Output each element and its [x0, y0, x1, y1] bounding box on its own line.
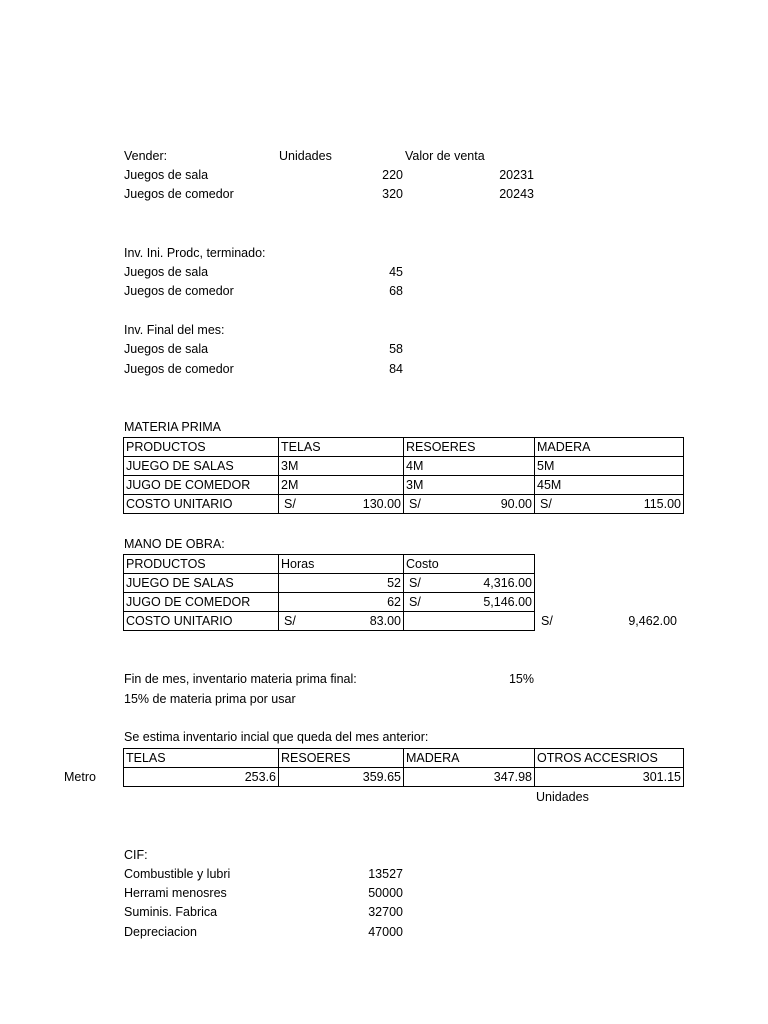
- header-cell: RESOERES: [279, 749, 404, 768]
- cif-row-label: Depreciacion: [124, 925, 197, 939]
- table-header-row: [124, 749, 684, 768]
- ventas-row-units: 220: [382, 168, 403, 182]
- currency-symbol: S/: [284, 497, 296, 511]
- inv-anterior-title: Se estima inventario incial que queda del mes anterior:: [124, 730, 429, 744]
- table-row: [124, 574, 535, 593]
- cost-value: 90.00: [500, 497, 532, 511]
- cif-row-label: Combustible y lubri: [124, 867, 231, 881]
- cif-row-value: 13527: [368, 867, 403, 881]
- table-cell: 3M: [404, 476, 535, 495]
- inv-inicial-row-label: Juegos de comedor: [124, 284, 234, 298]
- table-cell: JUGO DE COMEDOR: [124, 593, 279, 612]
- fin-mes-label: Fin de mes, inventario materia prima final:: [124, 672, 357, 686]
- table-header-row: [124, 438, 684, 457]
- costo-unitario-label: COSTO UNITARIO: [124, 612, 279, 631]
- ventas-row-value: 20243: [499, 187, 534, 201]
- header-cell: TELAS: [124, 749, 279, 768]
- mano-obra-total-currency: S/: [541, 614, 553, 628]
- cif-title: CIF:: [124, 848, 148, 862]
- cif-row-value: 32700: [368, 905, 403, 919]
- table-row-costo: [124, 612, 535, 631]
- ventas-header-label: Vender:: [124, 149, 168, 163]
- cif-row-label: Herrami menosres: [124, 886, 227, 900]
- table-cell: [535, 495, 684, 514]
- header-cell: PRODUCTOS: [124, 438, 279, 457]
- ventas-row-label: Juegos de sala: [124, 168, 209, 182]
- header-cell: Costo: [404, 555, 535, 574]
- header-cell: MADERA: [535, 438, 684, 457]
- header-cell: Horas: [279, 555, 404, 574]
- inv-anterior-row-label: Metro: [64, 770, 96, 784]
- fin-mes-percent: 15%: [508, 672, 534, 686]
- table-cell: 359.65: [279, 768, 404, 787]
- currency-symbol: S/: [540, 497, 552, 511]
- table-cell: 2M: [279, 476, 404, 495]
- inv-final-row-label: Juegos de sala: [124, 342, 209, 356]
- table-cell: [279, 495, 404, 514]
- ventas-row-units: 320: [382, 187, 403, 201]
- fin-mes-note: 15% de materia prima por usar: [124, 692, 296, 706]
- table-cell: 301.15: [535, 768, 684, 787]
- inv-inicial-title: Inv. Ini. Prodc, terminado:: [124, 246, 266, 260]
- inv-inicial-row-label: Juegos de sala: [124, 265, 209, 279]
- cost-value: 4,316.00: [483, 576, 532, 590]
- materia-prima-table: [123, 437, 684, 514]
- header-cell: MADERA: [404, 749, 535, 768]
- cif-row-label: Suminis. Fabrica: [124, 905, 218, 919]
- inv-inicial-row-value: 68: [389, 284, 403, 298]
- mano-obra-title: MANO DE OBRA:: [124, 537, 225, 551]
- inv-final-title: Inv. Final del mes:: [124, 323, 225, 337]
- table-cell: JUGO DE COMEDOR: [124, 476, 279, 495]
- table-row: [124, 457, 684, 476]
- table-cell: JUEGO DE SALAS: [124, 574, 279, 593]
- cost-value: 130.00: [362, 497, 401, 511]
- hours-cell: 62: [279, 593, 404, 612]
- currency-symbol: S/: [409, 576, 421, 590]
- currency-symbol: S/: [284, 614, 296, 628]
- table-cell: [404, 593, 535, 612]
- table-cell: 253.6: [124, 768, 279, 787]
- currency-symbol: S/: [409, 497, 421, 511]
- header-cell: OTROS ACCESRIOS: [535, 749, 684, 768]
- cost-value: 115.00: [643, 497, 681, 511]
- header-cell: PRODUCTOS: [124, 555, 279, 574]
- mano-obra-table: [123, 554, 535, 631]
- ventas-row-label: Juegos de comedor: [124, 187, 234, 201]
- table-cell: 347.98: [404, 768, 535, 787]
- header-cell: RESOERES: [404, 438, 535, 457]
- table-cell: 4M: [404, 457, 535, 476]
- inv-final-row-label: Juegos de comedor: [124, 362, 234, 376]
- table-row: [124, 476, 684, 495]
- table-cell-empty: [404, 612, 535, 631]
- inv-final-row-value: 58: [389, 342, 403, 356]
- materia-prima-title: MATERIA PRIMA: [124, 420, 222, 434]
- table-row: [124, 593, 535, 612]
- cost-value: 83.00: [369, 614, 401, 628]
- mano-obra-total: 9,462.00: [628, 614, 677, 628]
- ventas-row-value: 20231: [499, 168, 534, 182]
- table-cell: 3M: [279, 457, 404, 476]
- cif-row-value: 47000: [368, 925, 403, 939]
- table-cell: [279, 612, 404, 631]
- inv-final-row-value: 84: [389, 362, 403, 376]
- ventas-header-value: Valor de venta: [405, 149, 485, 163]
- cif-row-value: 50000: [368, 886, 403, 900]
- currency-symbol: S/: [409, 595, 421, 609]
- table-cell: JUEGO DE SALAS: [124, 457, 279, 476]
- costo-unitario-label: COSTO UNITARIO: [124, 495, 279, 514]
- cost-value: 5,146.00: [483, 595, 532, 609]
- table-row-costo: [124, 495, 684, 514]
- inv-anterior-table: [123, 748, 684, 787]
- inv-inicial-row-value: 45: [389, 265, 403, 279]
- table-cell: [404, 574, 535, 593]
- inv-anterior-footer: Unidades: [536, 790, 589, 804]
- ventas-header-units: Unidades: [279, 149, 332, 163]
- table-cell: 45M: [535, 476, 684, 495]
- hours-cell: 52: [279, 574, 404, 593]
- table-header-row: [124, 555, 535, 574]
- header-cell: TELAS: [279, 438, 404, 457]
- table-row: [124, 768, 684, 787]
- table-cell: 5M: [535, 457, 684, 476]
- table-cell: [404, 495, 535, 514]
